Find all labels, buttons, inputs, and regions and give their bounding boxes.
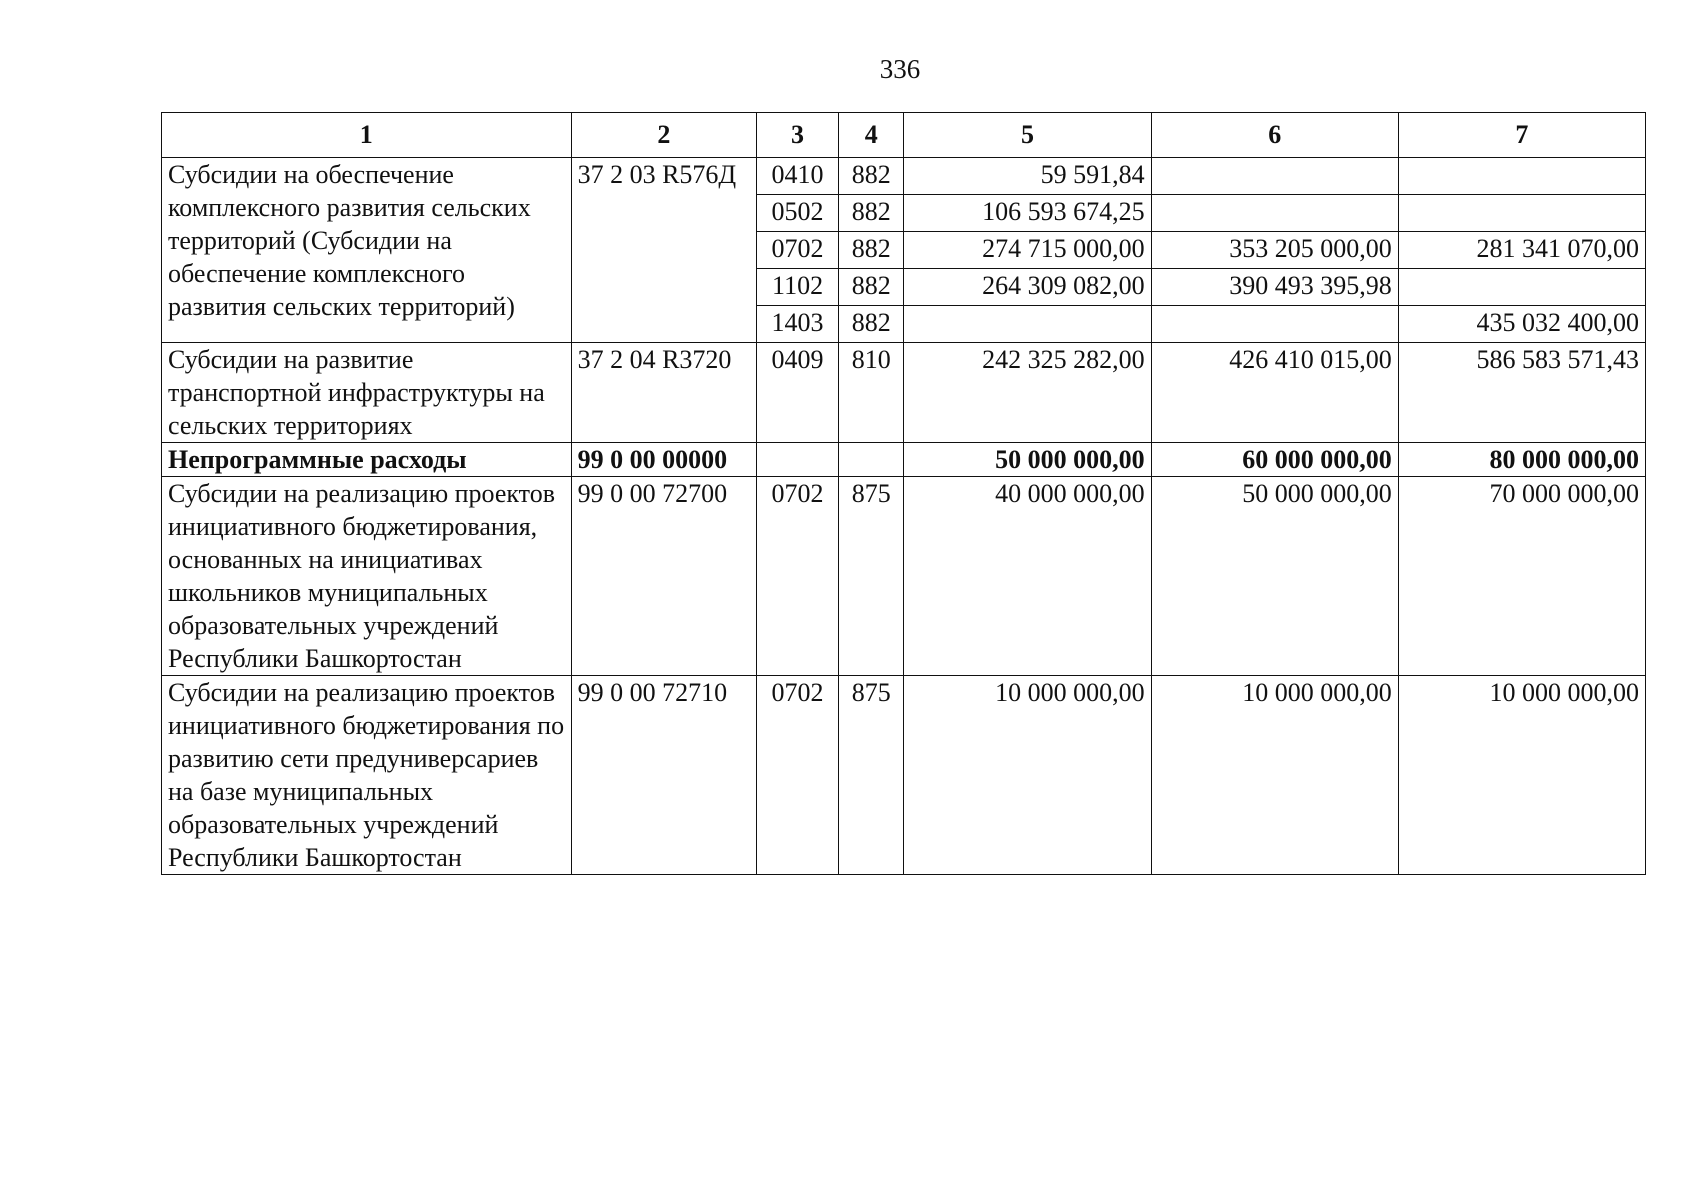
budget-table xyxy=(161,112,1646,875)
row-amount-7: 281 341 070,00 xyxy=(1398,232,1645,269)
row-amount-5: 242 325 282,00 xyxy=(904,343,1151,443)
row-amount-7 xyxy=(1398,195,1645,232)
row-code: 37 2 03 R576Д xyxy=(571,158,757,343)
row-name: Непрограммные расходы xyxy=(162,443,572,477)
column-header-2: 2 xyxy=(571,113,757,158)
row-expense-type: 875 xyxy=(838,676,904,875)
row-amount-7: 80 000 000,00 xyxy=(1398,443,1645,477)
row-amount-7: 435 032 400,00 xyxy=(1398,306,1645,343)
row-expense-type: 882 xyxy=(838,158,904,195)
row-amount-6: 60 000 000,00 xyxy=(1151,443,1398,477)
row-expense-type: 882 xyxy=(838,232,904,269)
row-code: 99 0 00 72710 xyxy=(571,676,757,875)
row-amount-6: 390 493 395,98 xyxy=(1151,269,1398,306)
row-amount-7: 10 000 000,00 xyxy=(1398,676,1645,875)
column-header-6: 6 xyxy=(1151,113,1398,158)
table-row xyxy=(162,477,1646,676)
table-row-total xyxy=(162,443,1646,477)
row-expense-type: 882 xyxy=(838,195,904,232)
row-amount-6: 50 000 000,00 xyxy=(1151,477,1398,676)
table-row xyxy=(162,676,1646,875)
row-name: Субсидии на реализацию проектов инициативного бюджетирования по развитию сети предуниверсариев на базе муниципальных образовательных учреждений Республики Башкортостан xyxy=(162,676,572,875)
row-section: 0410 xyxy=(757,158,839,195)
row-amount-7: 70 000 000,00 xyxy=(1398,477,1645,676)
table-row xyxy=(162,343,1646,443)
row-amount-7: 586 583 571,43 xyxy=(1398,343,1645,443)
row-amount-7 xyxy=(1398,158,1645,195)
row-amount-5: 50 000 000,00 xyxy=(904,443,1151,477)
table-row xyxy=(162,158,1646,195)
row-expense-type: 882 xyxy=(838,306,904,343)
row-section xyxy=(757,443,839,477)
row-amount-5: 10 000 000,00 xyxy=(904,676,1151,875)
row-amount-5 xyxy=(904,306,1151,343)
column-header-4: 4 xyxy=(838,113,904,158)
row-amount-6 xyxy=(1151,306,1398,343)
row-amount-5: 59 591,84 xyxy=(904,158,1151,195)
column-header-5: 5 xyxy=(904,113,1151,158)
row-expense-type: 882 xyxy=(838,269,904,306)
row-section: 1403 xyxy=(757,306,839,343)
row-code: 37 2 04 R3720 xyxy=(571,343,757,443)
row-name: Субсидии на развитие транспортной инфраструктуры на сельских территориях xyxy=(162,343,572,443)
row-amount-5: 106 593 674,25 xyxy=(904,195,1151,232)
page-number: 336 xyxy=(879,54,921,84)
row-amount-6 xyxy=(1151,195,1398,232)
row-name: Субсидии на реализацию проектов инициативного бюджетирования, основанных на инициативах школьников муниципальных образовательных учреждений Республики Башкортостан xyxy=(162,477,572,676)
row-amount-6 xyxy=(1151,158,1398,195)
row-section: 1102 xyxy=(757,269,839,306)
row-amount-6: 353 205 000,00 xyxy=(1151,232,1398,269)
row-expense-type: 875 xyxy=(838,477,904,676)
row-section: 0702 xyxy=(757,477,839,676)
header-row xyxy=(162,113,1646,158)
row-amount-7 xyxy=(1398,269,1645,306)
row-expense-type: 810 xyxy=(838,343,904,443)
column-header-3: 3 xyxy=(757,113,839,158)
row-section: 0702 xyxy=(757,676,839,875)
row-section: 0409 xyxy=(757,343,839,443)
row-amount-5: 40 000 000,00 xyxy=(904,477,1151,676)
row-name: Субсидии на обеспечение комплексного развития сельских территорий (Субсидии на обеспечение комплексного развития сельских территорий) xyxy=(162,158,572,343)
row-code: 99 0 00 72700 xyxy=(571,477,757,676)
row-amount-6: 10 000 000,00 xyxy=(1151,676,1398,875)
row-section: 0702 xyxy=(757,232,839,269)
row-amount-5: 274 715 000,00 xyxy=(904,232,1151,269)
row-amount-6: 426 410 015,00 xyxy=(1151,343,1398,443)
row-section: 0502 xyxy=(757,195,839,232)
row-expense-type xyxy=(838,443,904,477)
row-code: 99 0 00 00000 xyxy=(571,443,757,477)
column-header-1: 1 xyxy=(162,113,572,158)
column-header-7: 7 xyxy=(1398,113,1645,158)
row-amount-5: 264 309 082,00 xyxy=(904,269,1151,306)
